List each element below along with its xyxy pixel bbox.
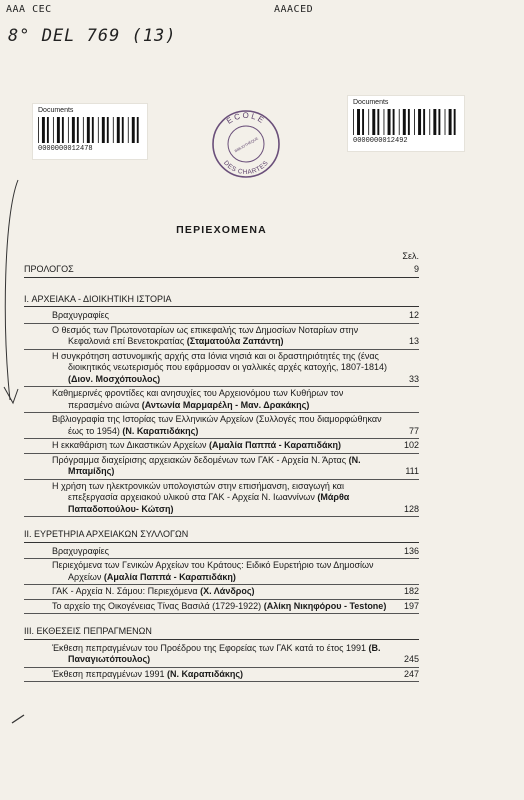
barcode-icon: [353, 109, 459, 135]
entry-text: [52, 414, 393, 437]
entry-author: (Αμαλία Παππά - Καραπιδάκη): [103, 571, 236, 582]
entry-page: 33: [408, 373, 419, 384]
barcode-bar: [128, 117, 129, 143]
toc-entry: [24, 559, 419, 585]
entry-text: [52, 325, 393, 348]
barcode-bar: [357, 109, 360, 135]
entry-title: Το αρχείο της Οικογένειας Τίνας Βασιλά (1729-1922): [52, 600, 262, 611]
barcode-bar: [98, 117, 99, 143]
entry-page: 111: [405, 466, 419, 476]
barcode-bar: [77, 117, 79, 143]
stamp-bottom-text: DES CHARTES: [222, 159, 270, 177]
barcode-bar: [449, 109, 452, 135]
entry-title: Βραχυγραφίες: [52, 310, 109, 320]
entry-text: [52, 440, 393, 452]
entry-author: (Χ. Λάνδρος): [200, 586, 255, 596]
barcode-bar: [122, 117, 124, 143]
handwritten-note-top-left: AAA CEC: [6, 4, 52, 15]
entry-text: [52, 388, 393, 411]
barcode-bar: [423, 109, 425, 135]
entry-author: (Ν. Μπαμίδης): [68, 454, 361, 476]
page-title: ΠΕΡΙΕΧΟΜΕΝΑ: [176, 224, 267, 236]
barcode-number: 0000000012478: [38, 145, 93, 153]
toc-entry: [24, 668, 419, 683]
toc-entry: [24, 350, 419, 388]
barcode-bar: [414, 109, 415, 135]
toc-entry: [24, 309, 419, 324]
toc-entry: [24, 585, 419, 600]
toc-entry: [24, 324, 419, 350]
entry-title: Η χρήση των ηλεκτρονικών υπολογιστών στην επισήμανση, εισαγωγή και επεξεργασία αρχειακού υλικού στα ΓΑΚ - Αρχεία Ν. Ιωαννίνων: [52, 480, 344, 502]
entry-text: [52, 546, 393, 558]
entry-text: [52, 351, 393, 386]
barcode-bar: [57, 117, 60, 143]
entry-title: ΓΑΚ - Αρχεία Ν. Σάμου: Περιεχόμενα: [52, 586, 198, 596]
barcode-bar: [113, 117, 114, 143]
entry-author: (Ν. Καραπιδάκης): [122, 425, 199, 436]
entry-title: Πρόγραμμα διαχείρισης αρχειακών δεδομένων των ΓΑΚ - Αρχεία Ν. Άρτας: [52, 454, 347, 465]
barcode-bar: [388, 109, 391, 135]
entry-author: (Β. Παναγιωτόπουλος): [68, 642, 381, 664]
table-of-contents: [24, 225, 419, 694]
barcode-label-text: Documents: [38, 107, 74, 114]
barcode-bar: [372, 109, 375, 135]
entry-page: 182: [403, 586, 419, 596]
entry-title: Βιβλιογραφία της Ιστορίας των Ελληνικών Αρχείων (Συλλογές που διαμορφώθηκαν έως το 1954): [52, 414, 382, 436]
entry-text: [52, 601, 393, 613]
entry-title: Περιεχόμενα των Γενικών Αρχείων του Κράτους: Ειδικό Ευρετήριο των Δημοσίων Αρχείων: [52, 560, 374, 582]
barcode-label-text: Documents: [353, 99, 389, 106]
toc-entry: [24, 439, 419, 454]
entry-title: Καθημερινές φροντίδες και ανησυχίες του Αρχειονόμου των Κυθήρων τον περασμένο αιώνα: [52, 388, 344, 410]
svg-text:ECOLE: [225, 111, 267, 126]
barcode-bar: [92, 117, 94, 143]
toc-section: [24, 626, 419, 682]
barcode-bar: [393, 109, 395, 135]
barcode-bar: [445, 109, 446, 135]
entry-title: Έκθεση πεπραγμένων του Προέδρου της Εφορείας των ΓΑΚ κατά το έτος 1991: [52, 642, 367, 653]
entry-text: [52, 560, 393, 583]
toc-entry: [24, 387, 419, 413]
entry-page: 136: [403, 545, 419, 556]
entry-page: 12: [408, 310, 419, 320]
toc-entry: [24, 545, 419, 560]
entry-title: Η εκκαθάριση των Δικαστικών Αρχείων: [52, 440, 207, 450]
entry-author: (Αντωνία Μαρμαρέλη - Μαν. Δρακάκης): [141, 399, 310, 410]
entry-page: 197: [403, 600, 419, 611]
barcode-bar: [107, 117, 109, 143]
barcode-bar: [53, 117, 54, 143]
entry-title: Η συγκρότηση αστυνομικής αρχής στα Ιόνια νησιά και οι δραστηριότητές της (ένας διοικητικός νεωτερισμός που εφάρμοσαν οι γαλλικές αρχές κατοχής, 1807-1814): [52, 350, 387, 372]
entry-author: (Αλίκη Νικηφόρου - Testone): [263, 600, 387, 611]
barcode-bar: [132, 117, 135, 143]
entry-page: 77: [408, 425, 419, 436]
entry-text: [52, 310, 393, 322]
toc-entry: [24, 480, 419, 518]
barcode-bar: [454, 109, 456, 135]
entry-title: Βραχυγραφίες: [52, 545, 109, 556]
section-heading: III. ΕΚΘΕΣΕΙΣ ΠΕΠΡΑΓΜΕΝΩΝ: [24, 626, 419, 640]
entry-text: [52, 643, 393, 666]
barcode-bar: [83, 117, 84, 143]
barcode-bar: [117, 117, 120, 143]
entry-author: (Διον. Μοσχόπουλος): [68, 373, 161, 384]
barcode-bar: [408, 109, 410, 135]
barcode-bar: [362, 109, 364, 135]
barcode-label-right: [347, 95, 465, 152]
entry-author: (Ν. Καραπιδάκης): [167, 668, 244, 679]
barcode-bar: [368, 109, 369, 135]
barcode-bar: [42, 117, 45, 143]
handwritten-call-number: 8° DEL 769 (13): [8, 26, 177, 46]
toc-section: [24, 529, 419, 614]
barcode-bar: [353, 109, 354, 135]
entry-text: [52, 455, 393, 478]
entry-text: [52, 586, 393, 598]
barcode-bar: [418, 109, 421, 135]
entry-page: 13: [408, 336, 419, 346]
stamp-top-text: ECOLE: [224, 110, 268, 126]
entry-text: [52, 669, 393, 681]
stamp-middle-text: BIBLIOTHÈQUE: [233, 136, 260, 154]
handwritten-note-top-center: AAACED: [274, 4, 314, 15]
barcode-bar: [433, 109, 436, 135]
barcode-bar: [438, 109, 440, 135]
toc-sections: [24, 294, 419, 683]
barcode-bar: [102, 117, 105, 143]
barcode-bar: [87, 117, 90, 143]
entry-text: [52, 481, 393, 516]
prologue-page: 9: [413, 264, 419, 274]
barcode-bar: [38, 117, 39, 143]
entry-page: 245: [403, 654, 419, 664]
barcode-bar: [377, 109, 379, 135]
barcode-bar: [403, 109, 406, 135]
entry-page: 102: [403, 440, 419, 450]
prologue-title: ΠΡΟΛΟΓΟΣ: [24, 264, 74, 274]
barcode-bar: [429, 109, 430, 135]
entry-title: Έκθεση πεπραγμένων 1991: [52, 668, 165, 679]
toc-entry: [24, 642, 419, 668]
section-heading: I. ΑΡΧΕΙΑΚΑ - ΔΙΟΙΚΗΤΙΚΗ ΙΣΤΟΡΙΑ: [24, 294, 419, 308]
barcode-label-left: [32, 103, 148, 160]
barcode-bar: [72, 117, 75, 143]
barcode-bar: [399, 109, 400, 135]
entry-author: (Μάρθα Παπαδοπούλου- Κώτση): [68, 492, 350, 514]
prologue-row: [24, 264, 419, 278]
toc-entry: [24, 600, 419, 615]
entry-page: 128: [403, 503, 419, 514]
entry-title: Ο θεσμός των Πρωτονοταρίων ως επικεφαλής των Δημοσίων Νοταρίων στην Κεφαλονιά επί Βενετοκρατίας: [52, 324, 359, 346]
barcode-number: 0000000012492: [353, 137, 408, 145]
barcode-bar: [68, 117, 69, 143]
toc-entry: [24, 454, 419, 480]
entry-page: 247: [403, 668, 419, 679]
section-heading: II. ΕΥΡΕΤΗΡΙΑ ΑΡΧΕΙΑΚΩΝ ΣΥΛΛΟΓΩΝ: [24, 529, 419, 543]
library-stamp-seal: [210, 108, 282, 180]
barcode-bar: [137, 117, 139, 143]
toc-section: [24, 294, 419, 518]
page-column-label: Σελ.: [402, 250, 419, 261]
toc-entry: [24, 413, 419, 439]
barcode-bar: [47, 117, 49, 143]
barcode-icon: [38, 117, 142, 143]
entry-author: (Σταματούλα Ζαπάντη): [186, 336, 284, 346]
barcode-bar: [384, 109, 385, 135]
entry-author: (Αμαλία Παππά - Καραπιδάκη): [209, 440, 341, 450]
barcode-bar: [62, 117, 64, 143]
